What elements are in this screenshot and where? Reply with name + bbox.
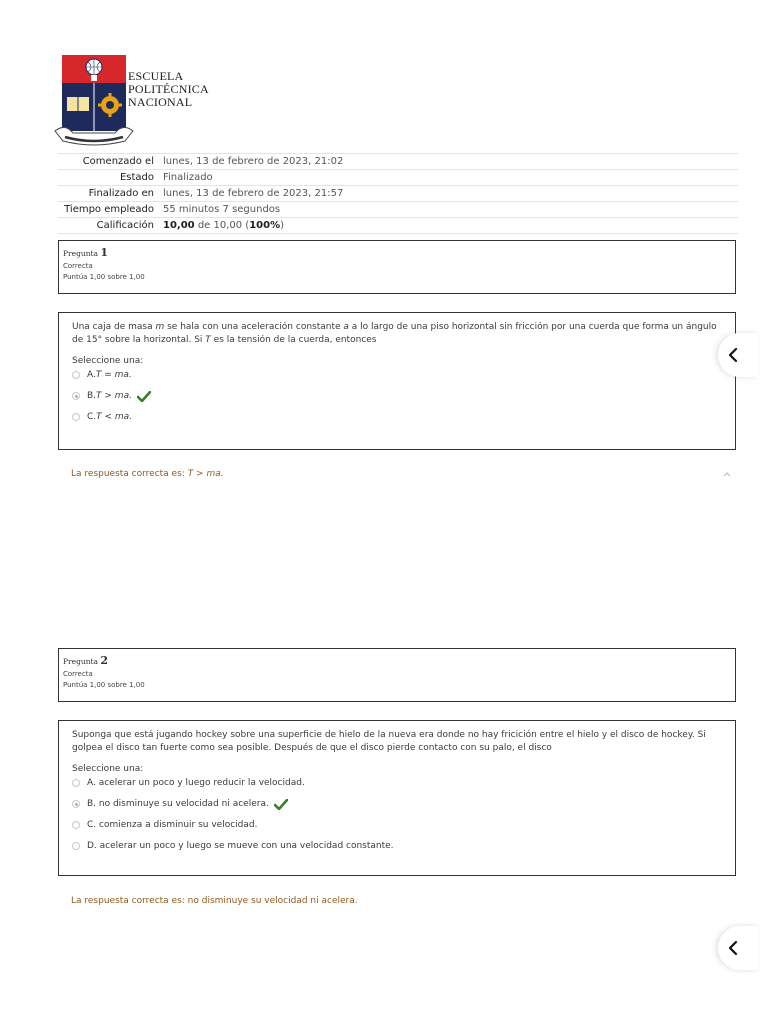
radio-button[interactable] <box>72 842 80 850</box>
summary-row-time-taken <box>58 202 738 218</box>
attempt-summary-table <box>58 153 738 234</box>
question-number-value: 2 <box>100 654 109 667</box>
question-label: Pregunta <box>63 657 101 666</box>
question-text-part: Una caja de masa <box>72 322 156 332</box>
option-label: C. comienza a disminuir su velocidad. <box>87 820 258 830</box>
summary-row-state <box>58 170 738 186</box>
question-grade: Puntúa 1,00 sobre 1,00 <box>63 273 145 281</box>
summary-value: lunes, 13 de febrero de 2023, 21:57 <box>163 188 344 199</box>
option-label: D. acelerar un poco y luego se mueve con una velocidad constante. <box>87 841 394 851</box>
summary-label: Comenzado el <box>82 156 154 167</box>
summary-value: lunes, 13 de febrero de 2023, 21:02 <box>163 156 344 167</box>
option-label: A. <box>87 370 96 380</box>
question-number <box>63 654 731 667</box>
question-1-content <box>58 312 736 450</box>
drawer-toggle-button[interactable] <box>718 926 758 970</box>
summary-label: Calificación <box>96 220 154 231</box>
answer-prompt: Seleccione una: <box>72 764 144 774</box>
feedback-label: La respuesta correcta es: <box>71 469 188 479</box>
answer-prompt: Seleccione una: <box>72 356 144 366</box>
grade-percent: 100% <box>249 220 281 231</box>
question-number <box>63 246 731 259</box>
question-text <box>72 321 722 347</box>
chevron-left-icon <box>726 940 740 956</box>
option-label: B. <box>87 391 97 401</box>
grade-out-of: de 10,00 ( <box>194 220 250 231</box>
question-1-feedback <box>71 469 224 479</box>
question-text: Suponga que está jugando hockey sobre una superficie de hielo de la nueva era donde no hay fricición entre el hielo y el disco de hockey. Si golpea el disco tan fuerte como sea posible. Después de que el disco pierde contacto con su palo, el disco <box>72 730 706 753</box>
check-icon <box>274 799 288 810</box>
radio-button[interactable] <box>72 371 80 379</box>
institution-name <box>128 70 209 109</box>
radio-button[interactable] <box>72 821 80 829</box>
option-label: C. <box>87 412 97 422</box>
answer-option-c[interactable] <box>72 411 722 423</box>
grade-close: ) <box>280 220 285 231</box>
chevron-left-icon <box>726 347 740 363</box>
question-1-info <box>58 240 736 294</box>
radio-button-selected[interactable] <box>72 800 80 808</box>
summary-label: Estado <box>119 172 154 183</box>
summary-value: Finalizado <box>163 172 213 183</box>
math-var: m <box>155 322 165 332</box>
question-2-info <box>58 648 736 702</box>
answer-option-a[interactable] <box>72 369 722 381</box>
summary-label: Finalizado en <box>88 188 154 199</box>
radio-button-selected[interactable] <box>72 392 80 400</box>
institution-name-line1: ESCUELA <box>128 69 184 83</box>
grade-value <box>159 218 738 234</box>
answer-option-b[interactable] <box>72 798 722 810</box>
question-label: Pregunta <box>63 249 101 258</box>
question-2-feedback: La respuesta correcta es: no disminuye su velocidad ni acelera. <box>71 896 358 906</box>
option-math: T < ma. <box>96 412 133 422</box>
question-state: Correcta <box>63 670 93 678</box>
question-number-value: 1 <box>100 246 109 259</box>
question-text-part: a lo largo de una piso horizontal sin fricción por una cuerda que forma un ángulo de 15° sobre la horizontal. Si <box>72 322 717 345</box>
answer-option-d[interactable] <box>72 840 722 852</box>
option-label: A. acelerar un poco y luego reducir la velocidad. <box>87 778 305 788</box>
question-grade: Puntúa 1,00 sobre 1,00 <box>63 681 145 689</box>
answer-option-a[interactable] <box>72 777 722 789</box>
check-icon <box>137 391 151 402</box>
grade-score: 10,00 <box>163 220 195 231</box>
institution-name-line3: NACIONAL <box>128 95 193 109</box>
drawer-toggle-button[interactable] <box>718 333 758 377</box>
summary-row-finished <box>58 186 738 202</box>
question-2-content <box>58 720 736 876</box>
option-math: T > ma. <box>96 391 132 401</box>
option-math: T = ma. <box>95 370 132 380</box>
math-var: T <box>205 335 211 345</box>
radio-button[interactable] <box>72 413 80 421</box>
option-label: B. no disminuye su velocidad ni acelera. <box>87 799 269 809</box>
summary-value: 55 minutos 7 segundos <box>163 204 281 215</box>
summary-row-started <box>58 154 738 170</box>
chevron-up-icon[interactable] <box>722 470 732 478</box>
question-text-part: es la tensión de la cuerda, entonces <box>210 335 377 345</box>
question-state: Correcta <box>63 262 93 270</box>
institution-name-line2: POLITÉCNICA <box>128 82 209 96</box>
radio-button[interactable] <box>72 779 80 787</box>
feedback-answer: T > ma. <box>187 469 224 479</box>
math-var: a <box>343 322 349 332</box>
question-text-part: se hala con una aceleración constante <box>164 322 344 332</box>
summary-label: Tiempo empleado <box>64 204 154 215</box>
answer-option-c[interactable] <box>72 819 722 831</box>
answer-option-b[interactable] <box>72 390 722 402</box>
summary-row-grade <box>58 218 738 234</box>
